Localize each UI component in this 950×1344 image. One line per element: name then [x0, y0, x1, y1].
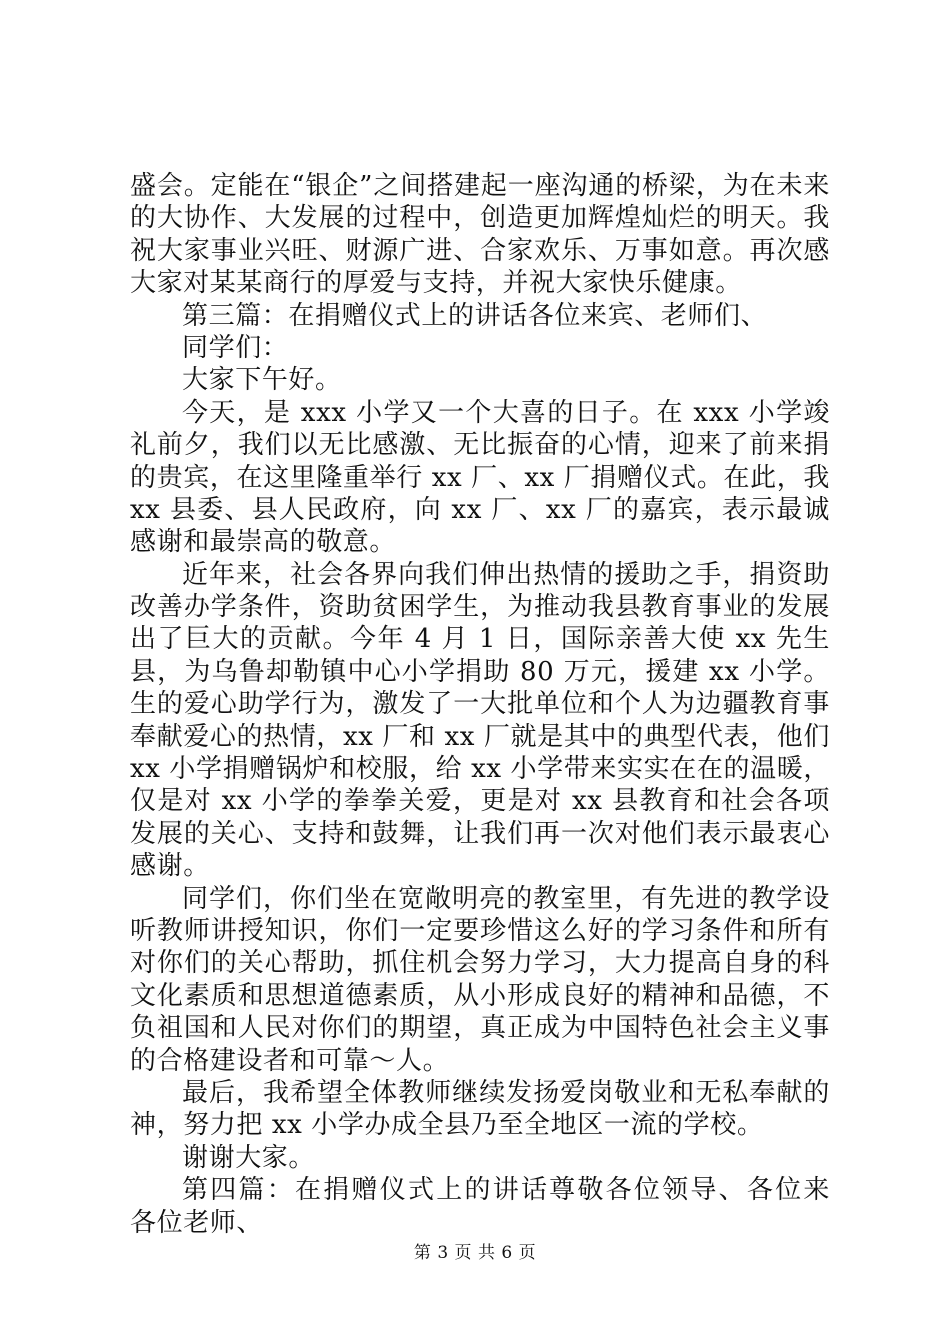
text-line: 的合格建设者和可靠～人。 — [130, 1045, 450, 1076]
text-line: 对你们的关心帮助，抓住机会努力学习，大力提高自身的科 — [130, 948, 830, 979]
text-line: 礼前夕，我们以无比感激、无比振奋的心情，迎来了前来捐 — [130, 430, 830, 461]
page-footer: 第 3 页 共 6 页 — [413, 1243, 537, 1263]
text-line: xx 县委、县人民政府，向 xx 厂、xx 厂的嘉宾，表示最诚 — [130, 494, 830, 525]
text-line: 仅是对 xx 小学的拳拳关爱，更是对 xx 县教育和社会各项 — [130, 786, 830, 817]
text-line: 生的爱心助学行为，激发了一大批单位和个人为边疆教育事 — [130, 689, 830, 720]
text-line: 改善办学条件，资助贫困学生，为推动我县教育事业的发展 — [130, 592, 830, 623]
text-line: 近年来，社会各界向我们伸出热情的援助之手，捐资助 — [182, 559, 830, 590]
text-line: 同学们，你们坐在宽敞明亮的教室里，有先进的教学设 — [182, 883, 830, 914]
text-line: 文化素质和思想道德素质，从小形成良好的精神和品德，不 — [130, 980, 830, 1011]
text-line: 的贵宾，在这里隆重举行 xx 厂、xx 厂捐赠仪式。在此，我 — [130, 462, 830, 493]
text-line: 奉献爱心的热情，xx 厂和 xx 厂就是其中的典型代表，他们 — [130, 721, 830, 752]
text-line: 第三篇：在捐赠仪式上的讲话各位来宾、老师们、 — [182, 300, 768, 331]
text-line: 谢谢大家。 — [182, 1142, 316, 1173]
text-line: 感谢和最崇高的敬意。 — [130, 527, 397, 558]
text-line: 大家下午好。 — [182, 365, 342, 396]
text-line: 的大协作、大发展的过程中，创造更加辉煌灿烂的明天。我 — [130, 203, 830, 234]
document-body — [130, 170, 830, 1239]
text-line: 听教师讲授知识，你们一定要珍惜这么好的学习条件和所有 — [130, 915, 830, 946]
text-line: 祝大家事业兴旺、财源广进、合家欢乐、万事如意。再次感 — [130, 235, 830, 266]
text-line: 县，为乌鲁却勒镇中心小学捐助 80 万元，援建 xx 小学。 — [130, 656, 830, 687]
text-line: 神，努力把 xx 小学办成全县乃至全地区一流的学校。 — [130, 1110, 764, 1141]
text-line: 第四篇：在捐赠仪式上的讲话尊敬各位领导、各位来 — [182, 1175, 830, 1206]
text-line: 同学们： — [182, 332, 289, 363]
text-line: xx 小学捐赠锅炉和校服，给 xx 小学带来实实在在的温暖， — [130, 754, 830, 785]
text-line: 大家对某某商行的厚爱与支持，并祝大家快乐健康。 — [130, 268, 742, 299]
text-line: 盛会。定能在“银企”之间搭建起一座沟通的桥梁，为在未来 — [130, 171, 830, 201]
text-line: 今天，是 xxx 小学又一个大喜的日子。在 xxx 小学竣 — [182, 397, 830, 428]
text-line: 出了巨大的贡献。今年 4 月 1 日，国际亲善大使 xx 先生 — [130, 624, 830, 655]
text-line: 感谢。 — [130, 851, 210, 882]
text-line: 各位老师、 — [130, 1207, 264, 1238]
text-line: 负祖国和人民对你们的期望，真正成为中国特色社会主义事 — [130, 1013, 830, 1044]
text-line: 最后，我希望全体教师继续发扬爱岗敬业和无私奉献的 — [182, 1077, 830, 1108]
text-line: 发展的关心、支持和鼓舞，让我们再一次对他们表示最衷心 — [130, 818, 830, 849]
